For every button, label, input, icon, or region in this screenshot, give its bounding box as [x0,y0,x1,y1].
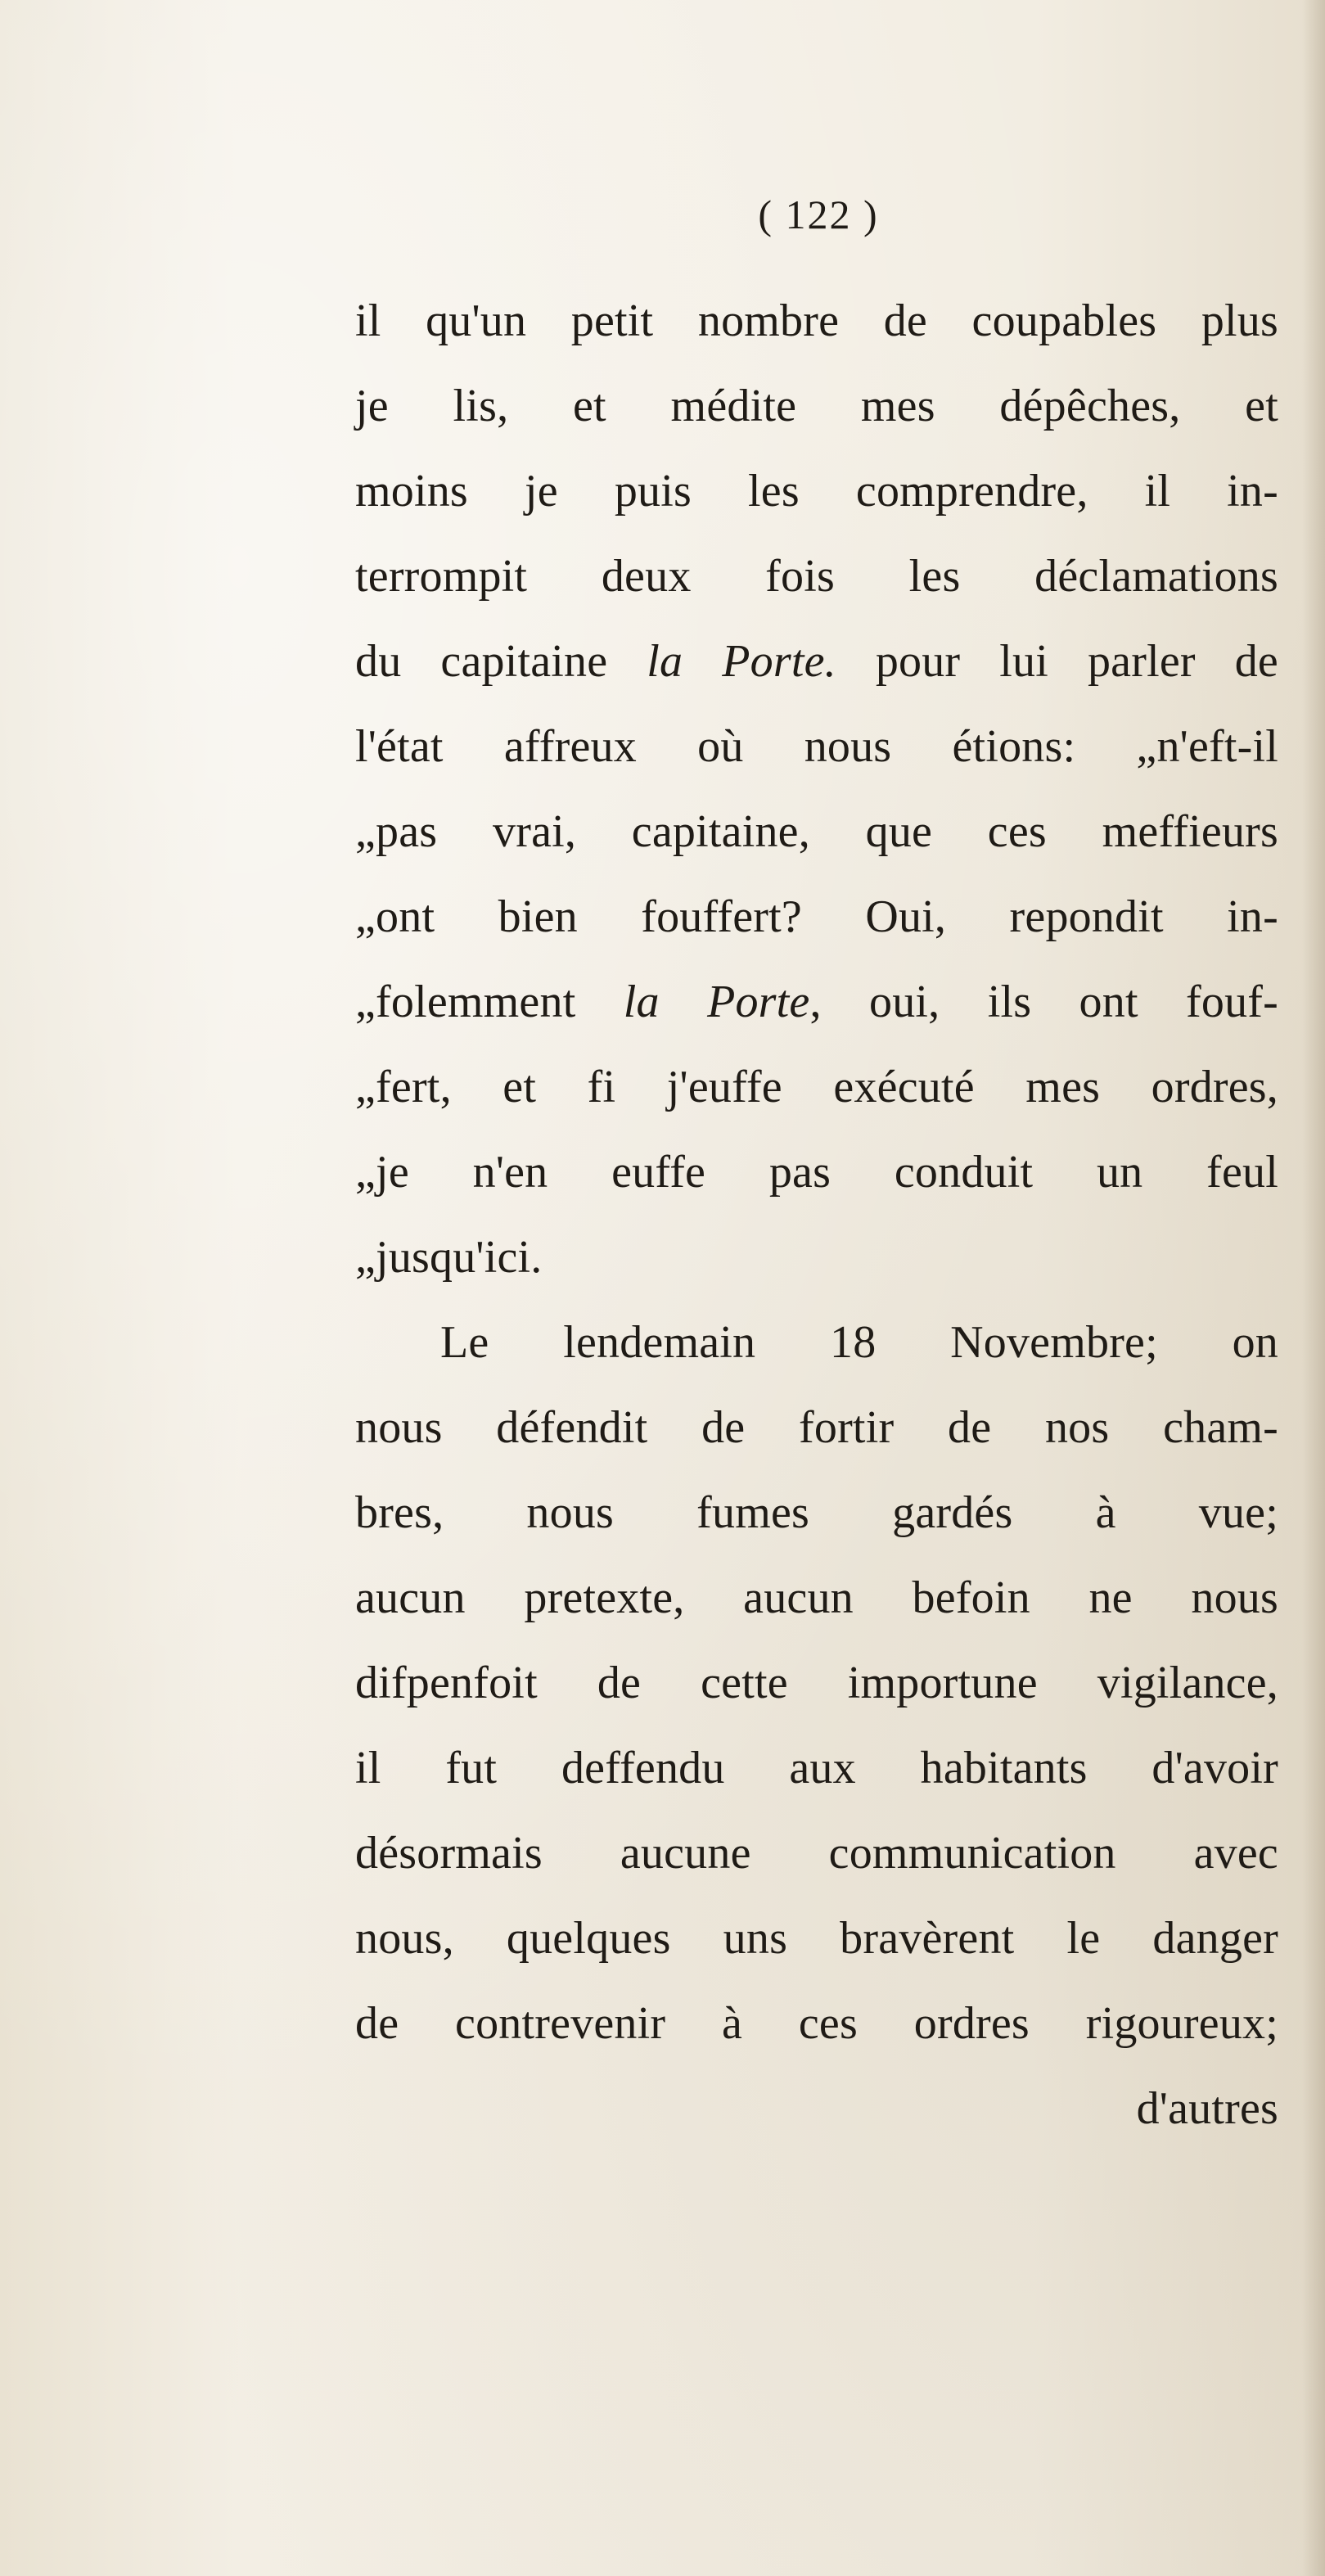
text-line-3: moins je puis les comprendre, il in- [355,466,1278,517]
text-segment: „folemment [355,977,624,1027]
text-line-17: difpenfoit de cette importune vigilance, [355,1658,1278,1708]
text-line-19: désormais aucune communication avec [355,1828,1278,1879]
text-segment: du capitaine [355,636,647,687]
text-line-13: Le lendemain 18 Novembre; on [440,1317,1278,1368]
text-line-10: „fert, et fi j'euffe exécuté mes ordres, [355,1062,1278,1112]
text-line-12: „jusqu'ici. [355,1232,543,1283]
text-line-21: de contrevenir à ces ordres rigoureux; [355,1998,1278,2049]
italic-name: la Porte. [647,636,836,687]
text-line-6: l'état affreux où nous étions: „n'eft-il [355,721,1278,772]
text-line-18: il fut deffendu aux habitants d'avoir [355,1743,1278,1793]
text-segment: pour lui parler de [836,636,1278,687]
text-line-4: terrompit deux fois les déclamations [355,551,1278,602]
text-line-14: nous défendit de fortir de nos cham- [355,1402,1278,1453]
text-line-20: nous, quelques uns bravèrent le danger [355,1913,1278,1964]
text-line-9 [355,959,1278,1044]
text-line-2: je lis, et médite mes dépêches, et [355,381,1278,431]
text-segment: , oui, ils ont fouf- [809,977,1278,1027]
text-line-16: aucun pretexte, aucun befoin ne nous [355,1572,1278,1623]
italic-name: la Porte [623,977,810,1027]
text-line-1: il qu'un petit nombre de coupables plus [355,295,1278,346]
text-line-11: „je n'en euffe pas conduit un feul [355,1147,1278,1198]
text-line-8: „ont bien fouffert? Oui, repondit in- [355,891,1278,942]
page-number: ( 122 ) [758,192,879,237]
text-line-7: „pas vrai, capitaine, que ces meffieurs [355,806,1278,857]
catchword: d'autres [1136,2083,1278,2134]
binding-shadow [1302,0,1325,2576]
text-line-5 [355,619,1278,704]
text-line-15: bres, nous fumes gardés à vue; [355,1487,1278,1538]
